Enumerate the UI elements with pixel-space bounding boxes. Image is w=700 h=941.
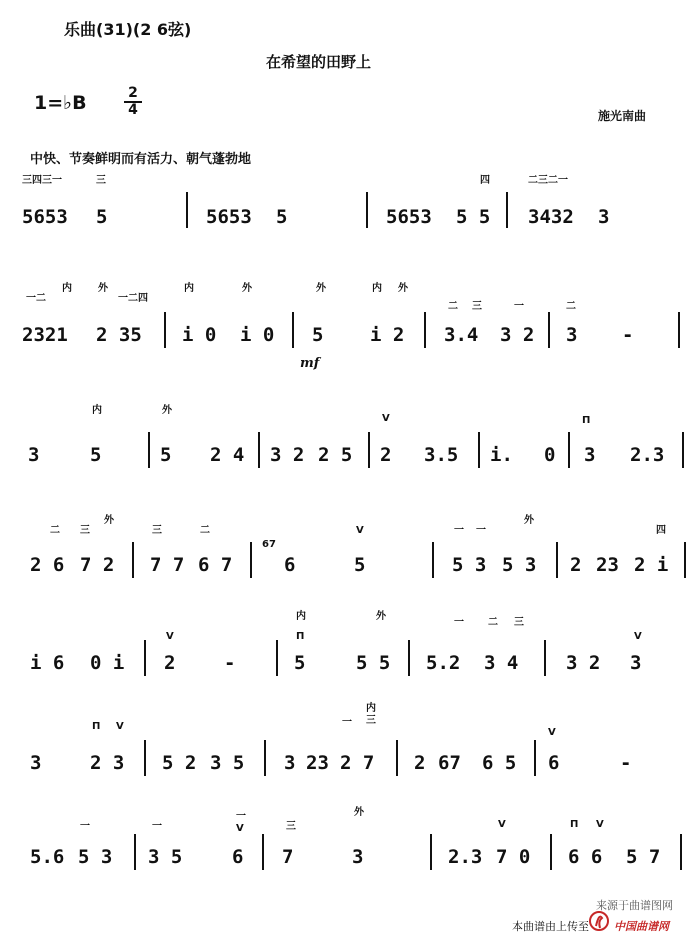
score-row-4 [0,512,700,576]
barline [408,640,410,676]
barline [682,432,684,468]
fingering-mark: 三 [514,617,524,628]
fingering-mark: Π [582,415,591,426]
composer: 施光南曲 [598,109,647,123]
barline [534,740,536,776]
site-logo-icon [588,909,610,933]
barline [264,740,266,776]
footer-notice: 本曲谱由上传至 [512,920,589,933]
note-group: 3 [284,752,296,774]
piece-number: 乐曲(31)(2 6弦) [64,20,192,39]
note-group: 0 [544,444,556,466]
fingering-mark: 外 [162,405,172,416]
note-group: i 6 [30,652,65,674]
note-group: 3432 [528,206,574,228]
note-group: 3 [352,846,364,868]
note-group: 2 35 [96,324,142,346]
note-group: 67 [438,752,461,774]
note-group: 5 [276,206,288,228]
fingering-mark: V [382,413,390,424]
note-group: 3 2 [566,652,601,674]
fingering-mark: 外 [398,283,408,294]
fingering-mark: 外 [524,515,534,526]
note-group: 5 [96,206,108,228]
note-group: 23 [596,554,619,576]
barline [684,542,686,578]
note-group: 5 3 [78,846,113,868]
note-group: 2 3 [90,752,125,774]
fingering-mark: 一 [342,717,352,728]
fingering-mark: 内 [372,283,382,294]
note-group: 5 [294,652,306,674]
fingering-mark: 三四三一 [22,175,62,186]
note-group: - [620,752,632,774]
fingering-mark: V [236,823,244,834]
barline [258,432,260,468]
note-group: 2 [414,752,426,774]
note-group: 3 5 [148,846,183,868]
fingering-mark: 四 [480,175,490,186]
score-row-2 [0,283,700,371]
page-title: 在希望的田野上 [266,53,372,71]
fingering-mark: 一 [454,525,464,536]
fingering-mark: 一 [514,301,524,312]
barline [506,192,508,228]
note-group: 7 2 [80,554,115,576]
fingering-mark: 外 [354,807,364,818]
note-group: 5 7 [626,846,661,868]
note-group: 3 [630,652,642,674]
barline [164,312,166,348]
fingering-mark: 三 [366,715,376,726]
fingering-mark: 一二四 [118,293,148,304]
note-group: 2.3 [630,444,665,466]
note-group: 5.6 [30,846,65,868]
barline [134,834,136,870]
time-signature [124,86,142,118]
note-group: 5653 [386,206,432,228]
barline [478,432,480,468]
fingering-mark: 二 [50,525,60,536]
note-group: 3 [28,444,40,466]
fingering-mark: 二 [488,617,498,628]
score-row-5 [0,606,700,674]
barline [276,640,278,676]
note-group: 0 i [90,652,125,674]
note-group: 6 6 [568,846,603,868]
note-group: 5.2 [426,652,461,674]
barline [368,432,370,468]
fingering-mark: 一 [476,525,486,536]
barline [680,834,682,870]
fingering-mark: Π [296,631,305,642]
note-group: 2321 [22,324,68,346]
fingering-mark: V [498,819,506,830]
score-row-6 [0,703,700,774]
note-group: 5 [160,444,172,466]
note-group: 5 5 [356,652,391,674]
tempo-marking: 中快、节奏鲜明而有活力、朝气蓬勃地 [30,152,252,167]
fingering-mark: 一 [454,617,464,628]
fingering-mark: 二 [448,301,458,312]
note-group: 5653 [206,206,252,228]
barline [250,542,252,578]
barline [432,542,434,578]
score-row-7 [0,806,700,866]
score-row-3 [0,400,700,466]
fingering-mark: V [116,721,124,732]
note-group: 3 2 [500,324,535,346]
key-signature: 1=♭B [34,92,87,114]
note-group: 23 [306,752,329,774]
fingering-mark: 内 [62,283,72,294]
note-group: 5 3 [452,554,487,576]
barline [548,312,550,348]
note-group: 3 2 [270,444,305,466]
note-group: 3 [598,206,610,228]
note-group: 2 [380,444,392,466]
note-group: 3 [584,444,596,466]
note-group: 2 5 [318,444,353,466]
note-group: 2 i [634,554,669,576]
note-group: 5 [354,554,366,576]
fingering-mark: 三 [152,525,162,536]
fingering-mark: Π [570,819,579,830]
fingering-mark: 一二 [26,293,46,304]
barline [556,542,558,578]
note-group: i 0 [240,324,275,346]
note-group: - [622,324,634,346]
dynamic-marking: mf [300,356,320,371]
fingering-mark: 内 [92,405,102,416]
barline [144,640,146,676]
note-group: 5 3 [502,554,537,576]
note-group: 3.4 [444,324,479,346]
fingering-mark: 外 [316,283,326,294]
note-group: 2 4 [210,444,245,466]
note-group: 6 5 [482,752,517,774]
note-group: 5 5 [456,206,491,228]
fingering-mark: V [548,727,556,738]
note-group: 6 [284,554,296,576]
fingering-mark: 三 [472,301,482,312]
note-group: 3.5 [424,444,459,466]
fingering-mark: 外 [98,283,108,294]
fingering-mark: V [634,631,642,642]
note-group: 3 [566,324,578,346]
note-group: 2.3 [448,846,483,868]
barline [144,740,146,776]
fingering-mark: 内 [184,283,194,294]
note-group: 7 [282,846,294,868]
note-group: 5 [312,324,324,346]
fingering-mark: 一 [152,821,162,832]
note-group: 3 4 [484,652,519,674]
fingering-mark: 三 [96,175,106,186]
barline [550,834,552,870]
note-group: 6 7 [198,554,233,576]
fingering-mark: 二 [200,525,210,536]
note-group: 7 7 [150,554,185,576]
barline [132,542,134,578]
note-group: 3 5 [210,752,245,774]
note-group: i. [490,444,513,466]
barline [366,192,368,228]
score-row-1 [0,176,700,236]
fingering-mark: 三 [286,821,296,832]
barline [568,432,570,468]
fingering-mark: 内 [296,611,306,622]
note-group: i 2 [370,324,405,346]
fingering-mark: 内 [366,703,376,714]
fingering-mark: 外 [242,283,252,294]
fingering-mark: 67 [262,539,276,550]
barline [678,312,680,348]
barline [262,834,264,870]
fingering-mark: 一 [236,811,246,822]
note-group: - [224,652,236,674]
barline [148,432,150,468]
barline [544,640,546,676]
note-group: i 0 [182,324,217,346]
barline [186,192,188,228]
time-signature-bottom: 4 [128,102,138,118]
barline [424,312,426,348]
footer-logo-text: 中国曲谱网 [614,920,669,933]
note-group: 6 [548,752,560,774]
fingering-mark: Π [92,721,101,732]
fingering-mark: 外 [376,611,386,622]
fingering-mark: 四 [656,525,666,536]
fingering-mark: 三 [80,525,90,536]
fingering-mark: V [356,525,364,536]
fingering-mark: 一 [80,821,90,832]
note-group: 5 [90,444,102,466]
note-group: 5653 [22,206,68,228]
time-signature-top: 2 [128,85,138,101]
fingering-mark: V [166,631,174,642]
note-group: 6 [232,846,244,868]
fingering-mark: 外 [104,515,114,526]
footer-source: 来源于曲谱图网 [596,899,673,912]
fingering-mark: V [596,819,604,830]
note-group: 3 [30,752,42,774]
fingering-mark: 二三二一 [528,175,568,186]
note-group: 2 6 [30,554,65,576]
note-group: 2 [570,554,582,576]
note-group: 5 2 [162,752,197,774]
note-group: 2 7 [340,752,375,774]
barline [430,834,432,870]
note-group: 2 [164,652,176,674]
barline [396,740,398,776]
fingering-mark: 二 [566,301,576,312]
barline [292,312,294,348]
note-group: 7 0 [496,846,531,868]
